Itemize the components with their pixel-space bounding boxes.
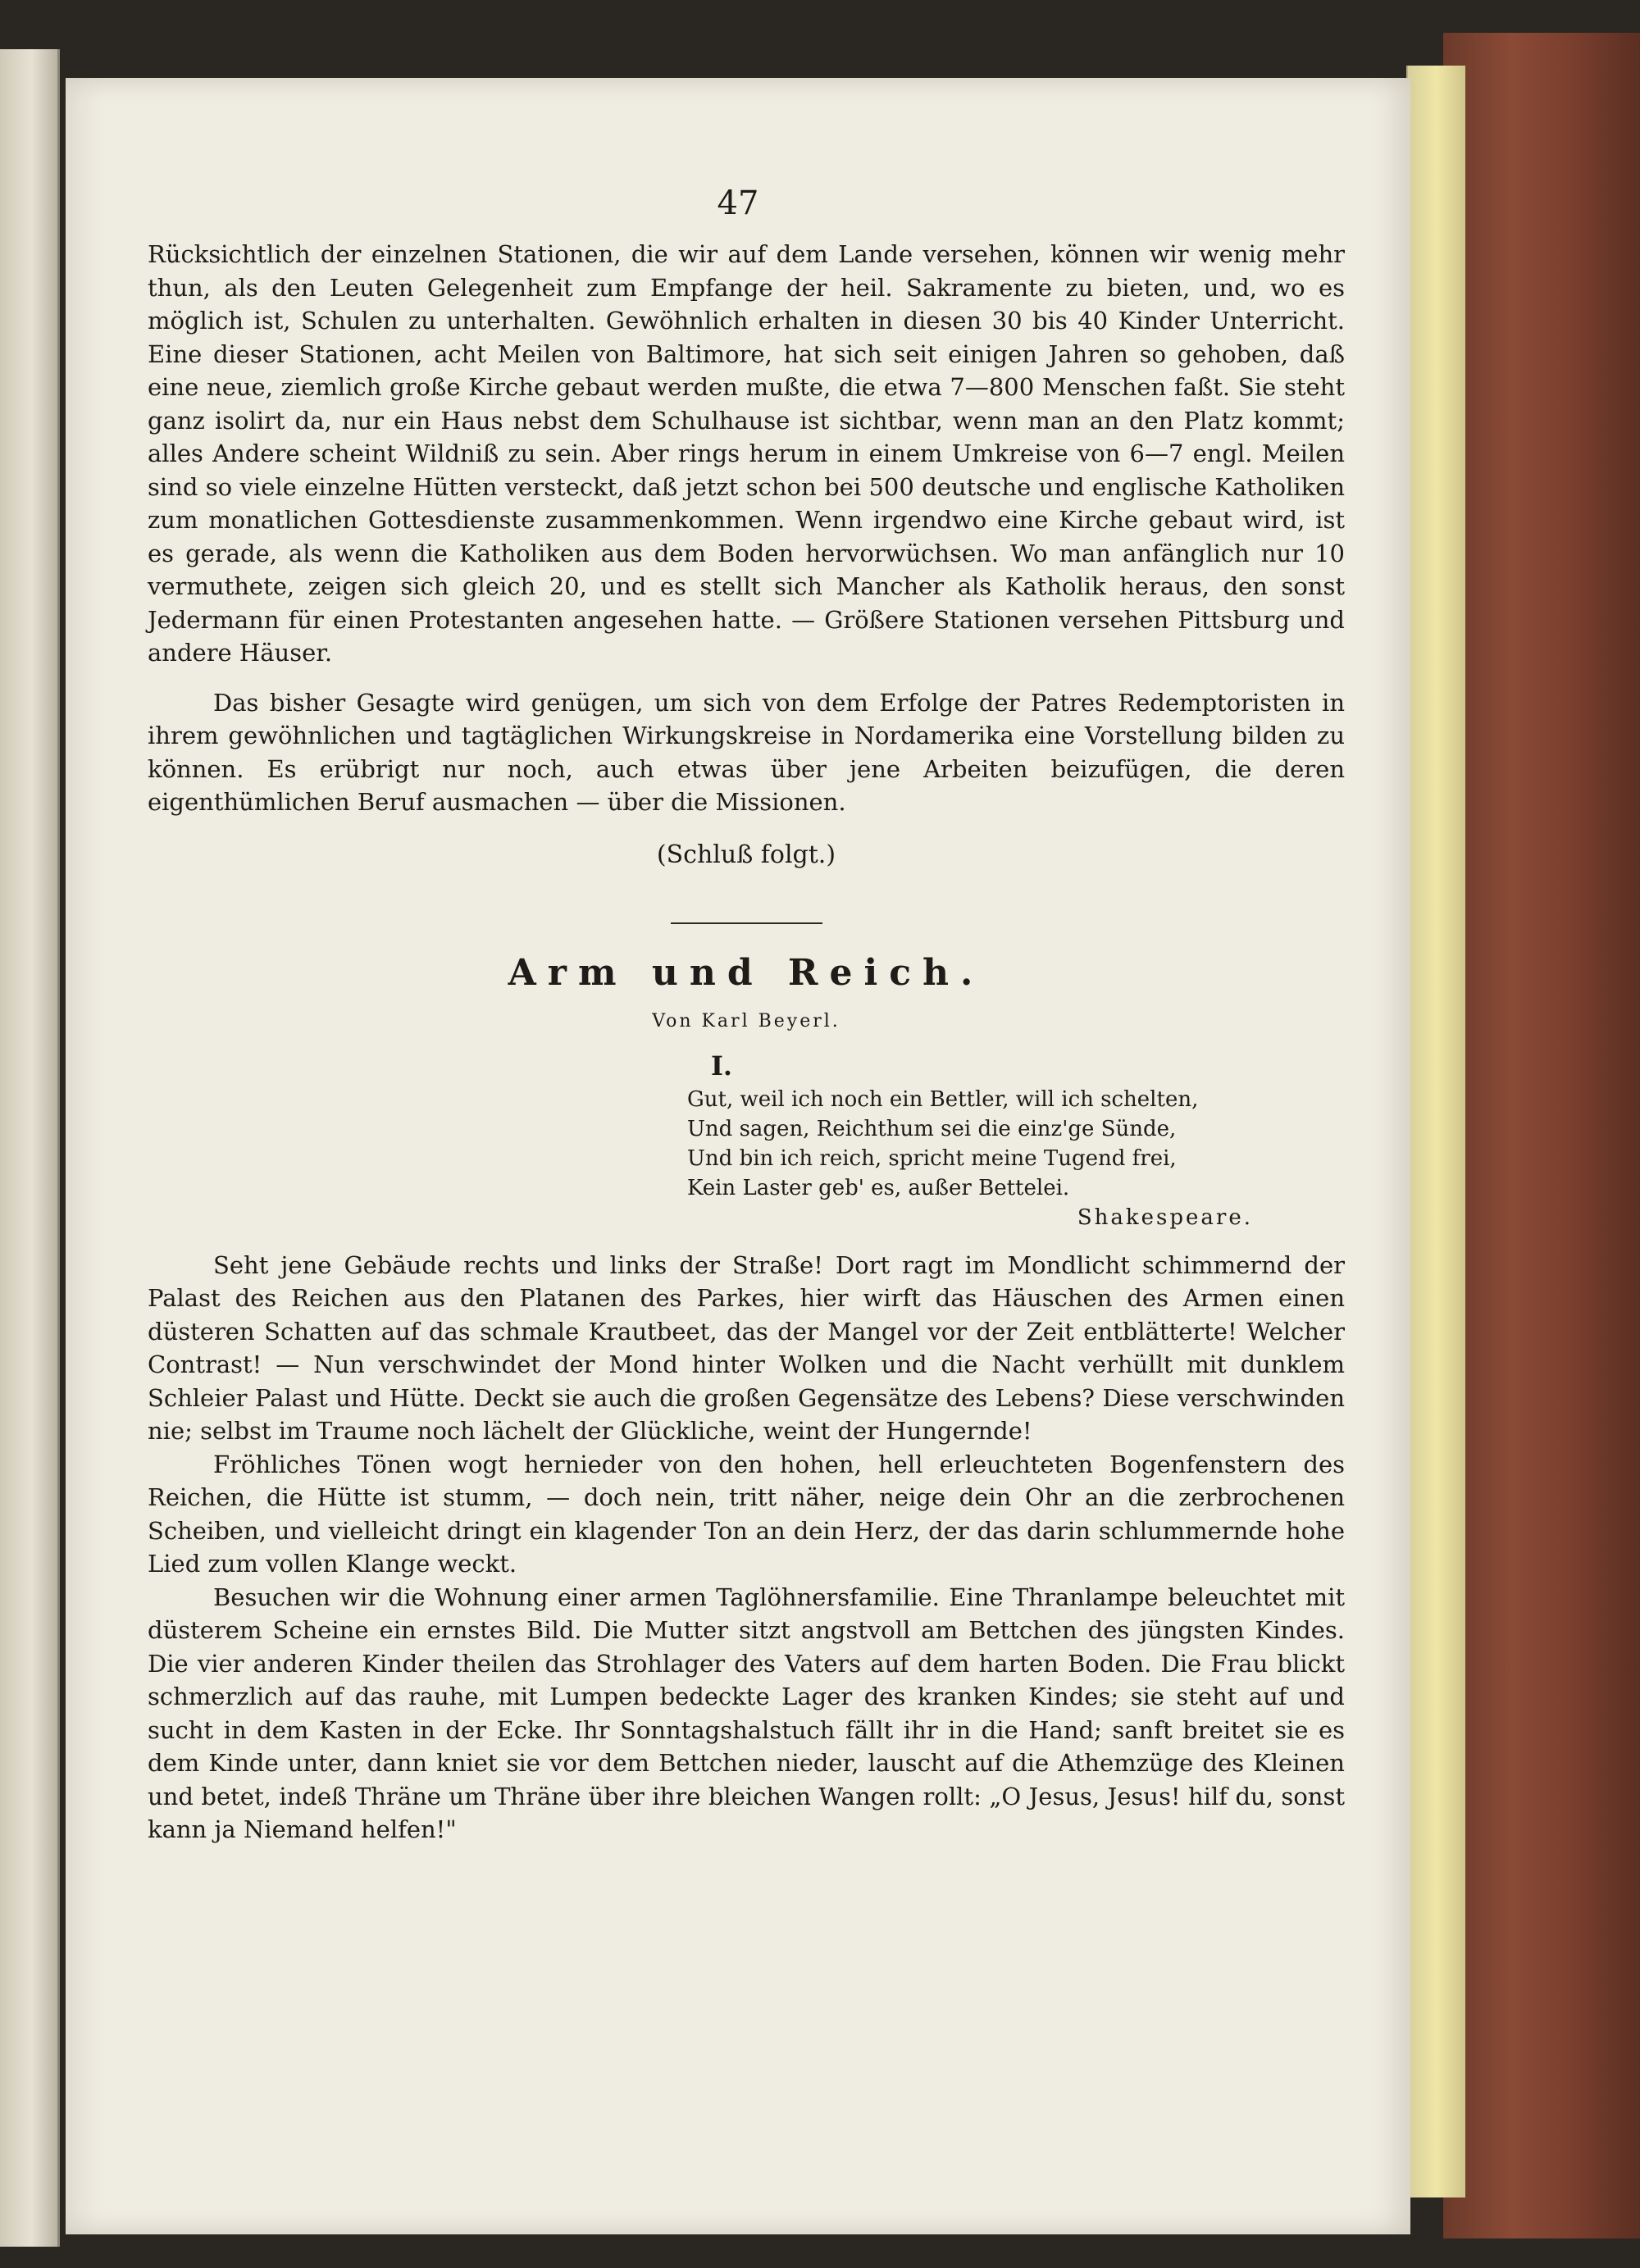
article-paragraph-2: Fröhliches Tönen wogt hernieder von den hohen, hell erleuchteten Bogenfenstern des Reichen, die Hütte ist stumm, — doch nein, tritt näher, neige dein Ohr an die zerbrochenen Scheiben, und vielleicht dringt ein klagender Ton an dein Herz, der das darin schlummernde hohe Lied zum vollen Klange weckt. <box>148 1450 1345 1578</box>
book-cover <box>1443 33 1640 2238</box>
epigraph-source: Shakespeare. <box>1077 1205 1253 1230</box>
left-page-edge <box>0 49 60 2247</box>
continued-note: (Schluß folgt.) <box>656 840 836 869</box>
intro-paragraph-2: Das bisher Gesagte wird genügen, um sich von dem Erfolge der Patres Redemptoristen in ihrem gewöhnlichen und tagtäglichen Wirkungskreise in Nordamerika eine Vorstellung bilden zu können. Es erübrigt nur noch, auch etwas über jene Arbeiten beizufügen, die deren eigenthümlichen Beruf ausmachen — über die Missionen. <box>148 688 1345 816</box>
epigraph <box>687 1085 1253 1232</box>
section-numeral: I. <box>710 1050 733 1082</box>
epigraph-line: Kein Laster geb' es, außer Bettelei. <box>687 1175 1070 1200</box>
epigraph-line: Gut, weil ich noch ein Bettler, will ich schelten, <box>687 1086 1199 1112</box>
section-divider <box>671 922 822 924</box>
article-title: Arm und Reich. <box>508 952 985 994</box>
epigraph-line: Und sagen, Reichthum sei die einz'ge Sünde, <box>687 1116 1177 1141</box>
page-content <box>148 238 1345 1847</box>
page-number: 47 <box>717 184 759 222</box>
intro-paragraph-1: Rücksichtlich der einzelnen Stationen, die wir auf dem Lande versehen, können wir wenig mehr thun, als den Leuten Gelegenheit zum Empfange der heil. Sakramente zu bieten, und, wo es möglich ist, Schulen zu unterhalten. Gewöhnlich erhalten in diesen 30 bis 40 Kinder Unterricht. Eine dieser Stationen, acht Meilen von Baltimore, hat sich seit einigen Jahren so gehoben, daß eine neue, ziemlich große Kirche gebaut werden mußte, die etwa 7—800 Menschen faßt. Sie steht ganz isolirt da, nur ein Haus nebst dem Schulhause ist sichtbar, wenn man an den Platz kommt; alles Andere scheint Wildniß zu sein. Aber rings herum in einem Umkreise von 6—7 engl. Meilen sind so viele einzelne Hütten versteckt, daß jetzt schon bei 500 deutsche und englische Katholiken zum monatlichen Gottesdienste zusammenkommen. Wenn irgendwo eine Kirche gebaut wird, ist es gerade, als wenn die Katholiken aus dem Boden hervorwüchsen. Wo man anfänglich nur 10 vermuthete, zeigen sich gleich 20, und es stellt sich Mancher als Katholik heraus, den sonst Jedermann für einen Protestanten angesehen hatte. — Größere Stationen versehen Pittsburg und andere Häuser. <box>148 240 1345 667</box>
article-paragraph-1: Seht jene Gebäude rechts und links der Straße! Dort ragt im Mondlicht schimmernd der Palast des Reichen aus den Platanen des Parkes, hier wirft das Häuschen des Armen einen düsteren Schatten auf das schmale Krautbeet, das der Mangel vor der Zeit entblätterte! Welcher Contrast! — Nun verschwindet der Mond hinter Wolken und die Nacht verhüllt mit dunklem Schleier Palast und Hütte. Deckt sie auch die großen Gegensätze des Lebens? Diese verschwinden nie; selbst im Traume noch lächelt der Glückliche, weint der Hungernde! <box>148 1250 1345 1445</box>
epigraph-line: Und bin ich reich, spricht meine Tugend frei, <box>687 1145 1177 1171</box>
book-page <box>66 78 1410 2234</box>
article-author: Von Karl Beyerl. <box>652 1010 840 1032</box>
article-body <box>148 1249 1345 1847</box>
article-paragraph-3: Besuchen wir die Wohnung einer armen Taglöhnersfamilie. Eine Thranlampe beleuchtet mit düsterem Scheine ein ernstes Bild. Die Mutter sitzt angstvoll am Bettchen des jüngsten Kindes. Die vier anderen Kinder theilen das Strohlager des Vaters auf dem harten Boden. Die Frau blickt schmerzlich auf das rauhe, mit Lumpen bedeckte Lager des kranken Kindes; sie steht auf und sucht in dem Kasten in der Ecke. Ihr Sonntagshalstuch fällt ihr in die Hand; sanft breitet sie es dem Kinde unter, dann kniet sie vor dem Bettchen nieder, lauscht auf die Athemzüge des Kleinen und betet, indeß Thräne um Thräne über ihre bleichen Wangen rollt: „O Jesus, Jesus! hilf du, sonst kann ja Niemand helfen!" <box>148 1583 1345 1843</box>
page-edges <box>1406 66 1465 2197</box>
